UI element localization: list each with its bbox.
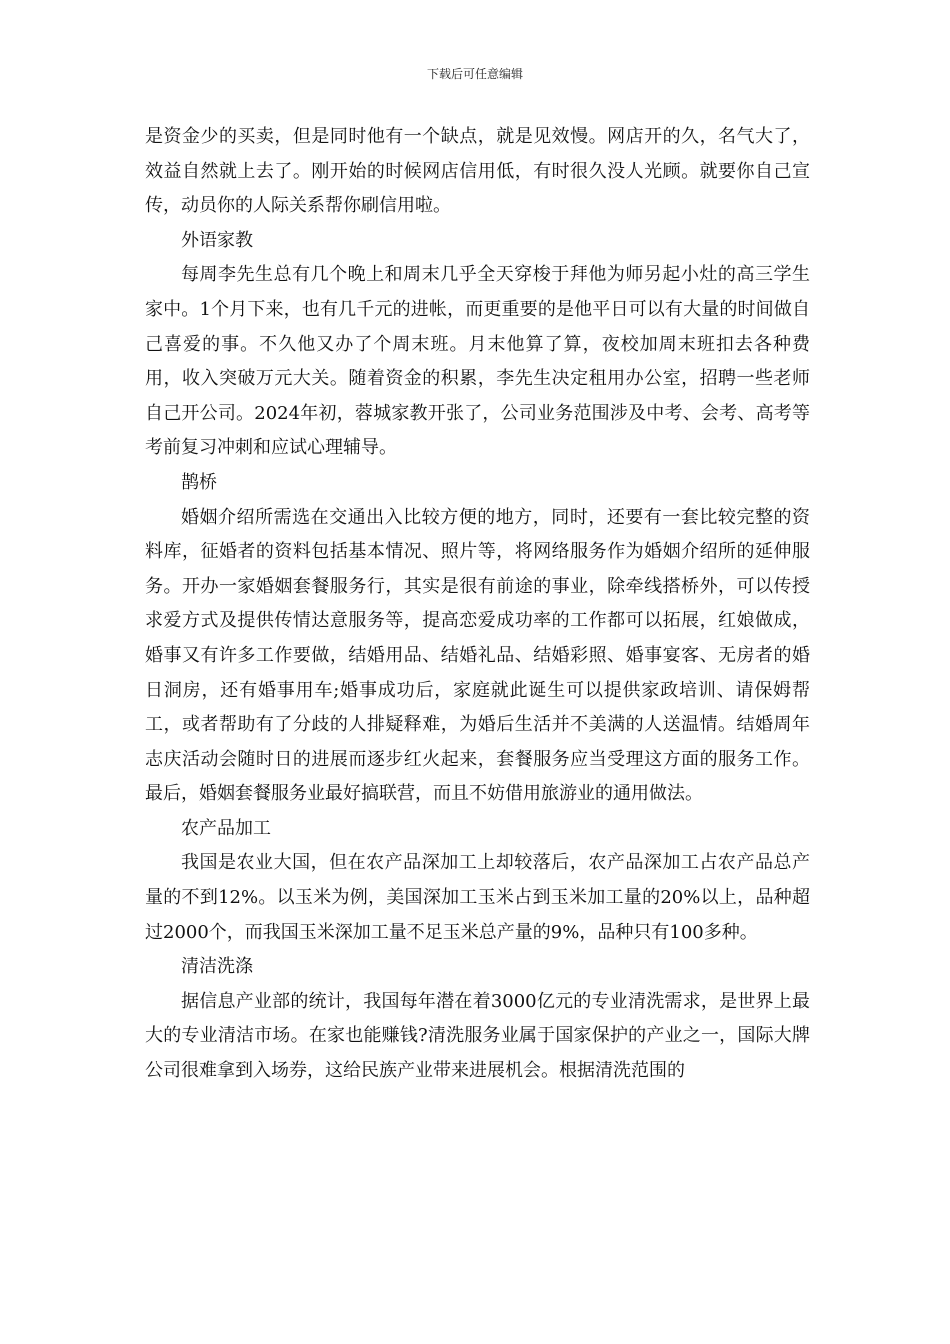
paragraph-foreign-language-tutoring: 每周李先生总有几个晚上和周末几乎全天穿梭于拜他为师另起小灶的高三学生家中。1个月下来，也有几千元的进帐，而更重要的是他平日可以有大量的时间做自己喜爱的事。不久他又办了个周末班。月末他算了算，夜校加周末班扣去各种费用，收入突破万元大关。随着资金的积累，李先生决定租用办公室，招聘一些老师自己开公司。2024年初，蓉城家教开张了，公司业务范围涉及中考、会考、高考等考前复习冲刺和应试心理辅导。 xyxy=(145,264,810,459)
page-header-note: 下载后可任意编辑 xyxy=(426,67,523,81)
paragraph-online-shop: 是资金少的买卖，但是同时他有一个缺点，就是见效慢。网店开的久，名气大了，效益自然就上去了。刚开始的时候网店信用低，有时很久没人光顾。就要你自己宣传，动员你的人际关系帮你刷信用啦。 xyxy=(145,126,810,217)
section-heading-cleaning: 清洁洗涤 xyxy=(181,956,253,978)
paragraph-agricultural-processing: 我国是农业大国，但在农产品深加工上却较落后，农产品深加工占农产品总产量的不到12%。以玉米为例，美国深加工玉米占到玉米加工量的20%以上，品种超过2000个，而我国玉米深加工量不足玉米总产量的9%，品种只有100多种。 xyxy=(145,852,810,943)
section-heading-foreign-language-tutoring: 外语家教 xyxy=(181,229,253,251)
paragraph-cleaning: 据信息产业部的统计，我国每年潜在着3000亿元的专业清洗需求，是世界上最大的专业清洁市场。在家也能赚钱?清洗服务业属于国家保护的产业之一，国际大牌公司很难拿到入场券，这给民族产业带来进展机会。根据清洗范围的 xyxy=(145,990,810,1082)
paragraph-matchmaking: 婚姻介绍所需选在交通出入比较方便的地方，同时，还要有一套比较完整的资料库，征婚者的资料包括基本情况、照片等，将网络服务作为婚姻介绍所的延伸服务。开办一家婚姻套餐服务行，其实是很有前途的事业，除牵线搭桥外，可以传授求爱方式及提供传情达意服务等，提高恋爱成功率的工作都可以拓展，红娘做成，婚事又有许多工作要做，结婚用品、结婚礼品、结婚彩照、婚事宴客、无房者的婚日洞房，还有婚事用车;婚事成功后，家庭就此诞生可以提供家政培训、请保姆帮工，或者帮助有了分歧的人排疑释难，为婚后生活并不美满的人送温情。结婚周年志庆活动会随时日的进展而逐步红火起来，套餐服务应当受理这方面的服务工作。最后，婚姻套餐服务业最好搞联营，而且不妨借用旅游业的通用做法。 xyxy=(145,506,810,805)
section-heading-agricultural-processing: 农产品加工 xyxy=(181,817,271,839)
document-body xyxy=(145,120,810,1089)
section-heading-matchmaking: 鹊桥 xyxy=(181,471,217,493)
